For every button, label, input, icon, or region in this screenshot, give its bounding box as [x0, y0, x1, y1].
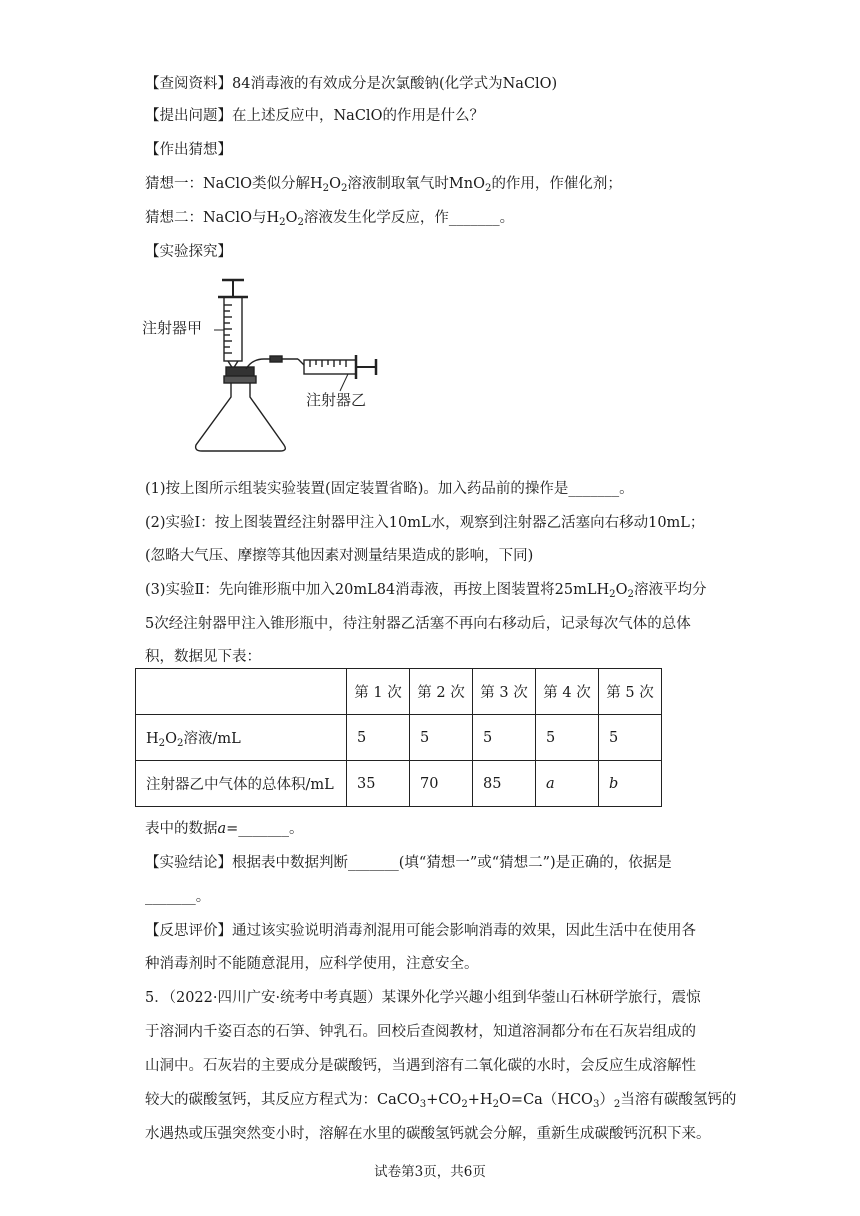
problem-5-line-2: 于溶洞内千姿百态的石笋、钟乳石。回校后查阅教材，知道溶洞都分布在石灰岩组成的: [145, 1024, 696, 1040]
text-run: O: [615, 582, 628, 598]
subscript: 2: [158, 738, 166, 749]
table-header-cell: 第 4 次: [536, 669, 599, 715]
problem-5-line-1: 5．（2022·四川广安·统考中考真题）某课外化学兴趣小组到华蓥山石林研学旅行，震惊: [145, 990, 701, 1006]
hypothesis-one: [145, 174, 622, 194]
table-row-label: [136, 715, 347, 761]
section-tag: 【查阅资料】: [145, 76, 232, 92]
step-2-note: (忽略大气压、摩擦等其他因素对测量结果造成的影响，下同): [145, 548, 534, 564]
text-run: +CO: [426, 1092, 462, 1108]
question-a: [145, 819, 304, 839]
hypothesis-heading: [145, 140, 232, 160]
paragraph-text: 在上述反应中，NaClO的作用是什么？: [232, 108, 484, 124]
problem-5-line-5: 水遇热或压强突然变小时，溶解在水里的碳酸氢钙就会分解，重新生成碳酸钙沉积下来。: [145, 1126, 711, 1142]
conclusion-line: [145, 853, 672, 873]
text-run: (3)实验Ⅱ：先向锥形瓶中加入20mL84消毒液，再按上图装置将25mLH: [145, 582, 610, 598]
table-row-label: 注射器乙中气体的总体积/mL: [136, 761, 347, 807]
text-run: 猜想二：NaClO与H: [145, 210, 280, 226]
table-cell: 70: [410, 761, 473, 807]
subscript: 2: [609, 589, 616, 600]
subscript: 2: [461, 1099, 468, 1110]
table-row: [136, 715, 662, 761]
step-2: (2)实验Ⅰ：按上图装置经注射器甲注入10mL水，观察到注射器乙活塞向右移动10mL；: [145, 515, 705, 531]
reflection-line: [145, 921, 696, 941]
table-cell: 85: [473, 761, 536, 807]
text-run: O: [329, 176, 341, 192]
syringe-jia-label: 注射器甲: [142, 319, 203, 337]
text-run: 猜想一：NaClO类似分解H: [145, 176, 323, 192]
table-header-row: [136, 669, 662, 715]
text-run: O: [165, 731, 177, 747]
section-tag: 【提出问题】: [145, 108, 232, 124]
text-run: ）: [599, 1092, 614, 1108]
subscript: 2: [177, 738, 184, 749]
section-tag: 【实验结论】: [145, 855, 232, 871]
paragraph-text: 根据表中数据判断_______(填“猜想一”或“猜想二”)是正确的，依据是: [232, 855, 672, 871]
table-row: [136, 761, 662, 807]
experiment-heading: [145, 242, 232, 262]
table-cell: a: [536, 761, 599, 807]
subscript: 2: [492, 1099, 500, 1110]
text-run: 的作用，作催化剂；: [491, 176, 622, 192]
syringe-yi-label: 注射器乙: [306, 391, 367, 409]
subscript: 2: [340, 183, 348, 194]
subscript: 2: [322, 183, 330, 194]
table-cell: 5: [347, 715, 410, 761]
step-3-cont: 5次经注射器甲注入锥形瓶中，待注射器乙活塞不再向右移动后，记录每次气体的总体: [145, 616, 691, 632]
table-cell: 5: [473, 715, 536, 761]
question-line: [145, 106, 484, 126]
table-header-cell: [136, 669, 347, 715]
table-cell: 5: [410, 715, 473, 761]
text-run: 溶液发生化学反应，作_______。: [303, 210, 515, 226]
text-run: O: [285, 210, 298, 226]
text-run: 表中的数据: [145, 821, 218, 837]
variable: a: [217, 821, 227, 837]
conclusion-line-2: _______。: [145, 889, 211, 905]
table-header-cell: 第 5 次: [599, 669, 662, 715]
text-run: H: [146, 731, 159, 747]
table-header-cell: 第 2 次: [410, 669, 473, 715]
section-tag: 【作出猜想】: [145, 142, 232, 158]
reflection-line-2: 种消毒剂时不能随意混用，应科学使用，注意安全。: [145, 956, 479, 972]
apparatus-figure: [140, 275, 390, 455]
data-table: [135, 668, 662, 807]
step-1: (1)按上图所示组装实验装置(固定装置省略)。加入药品前的操作是_______。: [145, 481, 634, 497]
subscript: 2: [613, 1099, 621, 1110]
problem-5-line-4: [145, 1090, 736, 1110]
text-run: O=Ca（HCO: [499, 1092, 593, 1108]
table-header-cell: 第 1 次: [347, 669, 410, 715]
hypothesis-two: [145, 208, 514, 228]
table-header-cell: 第 3 次: [473, 669, 536, 715]
step-3: [145, 580, 706, 600]
text-run: 溶液平均分: [633, 582, 707, 598]
step-3-cont2: 积，数据见下表：: [145, 649, 261, 665]
table-cell: 5: [599, 715, 662, 761]
section-tag: 【反思评价】: [145, 923, 232, 939]
subscript: 2: [484, 183, 492, 194]
paragraph-text: 通过该实验说明消毒剂混用可能会影响消毒的效果，因此生活中在使用各: [232, 923, 696, 939]
subscript: 2: [279, 217, 286, 228]
text-run: 溶液制取氧气时MnO: [347, 176, 485, 192]
table-cell: 5: [536, 715, 599, 761]
table-cell: 35: [347, 761, 410, 807]
text-run: 当溶有碳酸氢钙的: [620, 1092, 737, 1108]
paragraph-text: 84消毒液的有效成分是次氯酸钠(化学式为NaClO): [232, 76, 558, 92]
table-cell: b: [599, 761, 662, 807]
text-run: =_______。: [226, 821, 304, 837]
text-run: +H: [467, 1092, 493, 1108]
problem-5-line-3: 山洞中。石灰岩的主要成分是碳酸钙，当遇到溶有二氧化碳的水时，会反应生成溶解性: [145, 1058, 696, 1074]
section-tag: 【实验探究】: [145, 244, 232, 260]
page-footer: 试卷第3页，共6页: [374, 1164, 486, 1180]
text-run: 溶液/mL: [183, 731, 241, 747]
subscript: 2: [627, 589, 634, 600]
subscript: 2: [297, 217, 304, 228]
subscript: 3: [592, 1099, 600, 1110]
text-run: 较大的碳酸氢钙，其反应方程式为：CaCO: [145, 1092, 420, 1108]
reference-line: [145, 74, 557, 94]
subscript: 3: [419, 1099, 427, 1110]
